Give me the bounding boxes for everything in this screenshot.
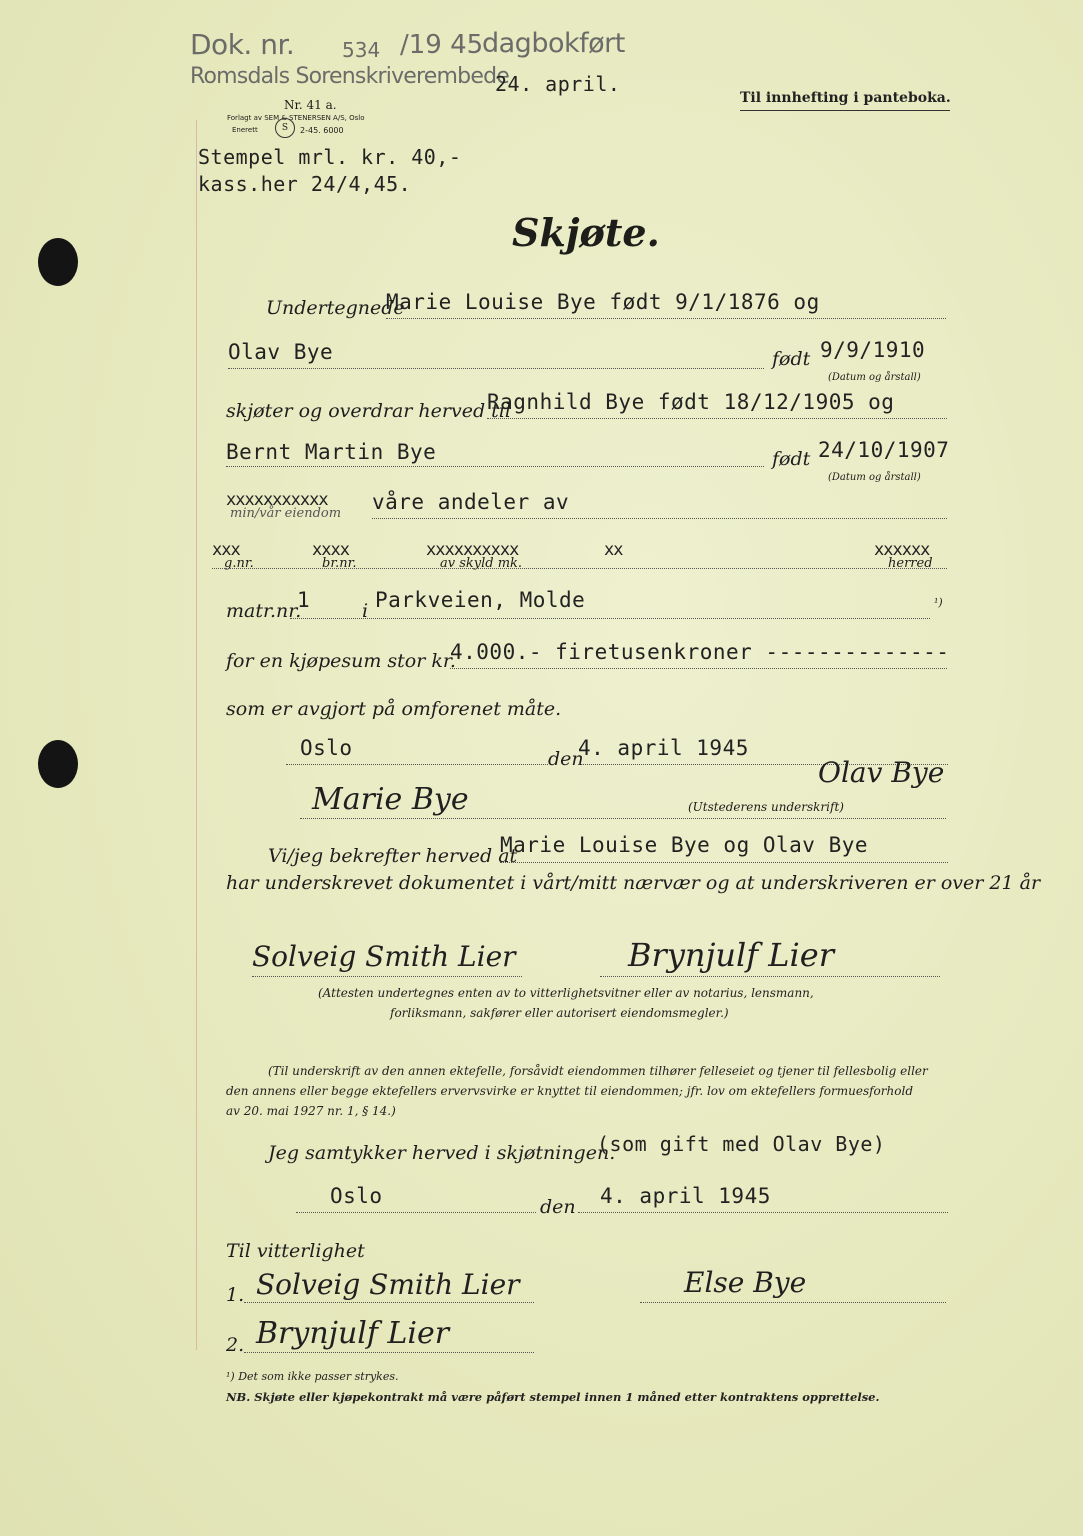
fodt-label-2: født: [772, 448, 811, 470]
i-label: i: [362, 600, 369, 622]
rule: [372, 518, 947, 519]
punch-hole-bottom: [38, 740, 78, 788]
matr-value: 1: [297, 588, 311, 612]
rule: [450, 668, 947, 669]
rule: [300, 818, 946, 819]
rule: [290, 618, 930, 619]
form-number: Nr. 41 a.: [284, 98, 337, 112]
struck-short: xx: [604, 540, 623, 560]
seller2-born: 9/9/1910: [820, 338, 926, 362]
signature-witness2: Brynjulf Lier: [628, 936, 834, 974]
undertegnede-label: Undertegnede: [266, 297, 405, 319]
settled-text: som er avgjort på omforenet måte.: [226, 698, 562, 720]
stamp-line1: Stempel mrl. kr. 40,-: [198, 145, 462, 169]
dok-year: /19 45: [400, 30, 484, 60]
rule: [600, 976, 940, 977]
office-stamp: Romsdals Sorenskriverembede: [190, 64, 509, 89]
punch-hole-top: [38, 238, 78, 286]
attest-note-line2: forliksmann, sakfører eller autorisert eiendomsmegler.): [390, 1006, 729, 1020]
spouse-note-line3: av 20. mai 1927 nr. 1, § 14.): [226, 1104, 396, 1118]
dagbokfort-stamp: dagbokført: [482, 28, 625, 59]
footnote1: ¹) Det som ikke passer strykes.: [226, 1370, 399, 1383]
consent-label: Jeg samtykker herved i skjøtningen.: [268, 1142, 616, 1164]
skjoter-label: skjøter og overdrar herved til: [226, 400, 511, 422]
datum-label-1: (Datum og årstall): [828, 372, 921, 383]
signature-vitterlighet1: Solveig Smith Lier: [256, 1268, 520, 1301]
signature-marie: Marie Bye: [312, 782, 469, 817]
buyer2-born: 24/10/1907: [818, 438, 950, 462]
confirm-names: Marie Louise Bye og Olav Bye: [500, 833, 869, 857]
attest-note-line1: (Attesten undertegnes enten av to vitterlighetsvitner eller av notarius, lensmann,: [318, 986, 814, 1000]
rule: [578, 1212, 948, 1213]
rule: [386, 318, 946, 319]
margin-line: [196, 120, 197, 1350]
date2: 4. april 1945: [600, 1184, 771, 1208]
rule: [228, 368, 764, 369]
place1: Oslo: [300, 736, 353, 760]
struck-mine: xxxxxxxxxxx: [226, 490, 328, 510]
consent-note: (som gift med Olav Bye): [597, 1132, 886, 1156]
location: Parkveien, Molde: [375, 588, 586, 612]
document-title: Skjøte.: [512, 210, 660, 255]
bnr-label: br.nr.: [322, 556, 357, 571]
footnote2: NB. Skjøte eller kjøpekontrakt må være påført stempel innen 1 måned etter kontraktens opprettelse.: [226, 1390, 880, 1404]
datum-label-2: (Datum og årstall): [828, 472, 921, 483]
ref-mark: ¹): [934, 596, 943, 609]
shares-text: våre andeler av: [372, 490, 570, 514]
rule: [500, 862, 948, 863]
publisher-code: 2-45. 6000: [300, 126, 344, 135]
fodt-label-1: født: [772, 348, 811, 370]
struck-skyld: xxxxxxxxxx: [426, 540, 519, 560]
right-note-underline: [740, 110, 950, 111]
seller2: Olav Bye: [228, 340, 334, 364]
gnr-label: g.nr.: [224, 556, 254, 571]
matr-label: matr.nr.: [226, 600, 302, 622]
min-var-label: min/vår eiendom: [230, 506, 342, 521]
rule: [640, 1302, 946, 1303]
price-value: 4.000.- firetusenkroner --------------: [450, 640, 950, 664]
place2: Oslo: [330, 1184, 383, 1208]
stamp-line2: kass.her 24/4,45.: [198, 172, 412, 196]
dok-label: Dok. nr.: [190, 28, 295, 61]
struck-gnr: xxx: [212, 540, 240, 560]
witness-num2: 2.: [226, 1334, 245, 1356]
rule: [487, 418, 947, 419]
rule: [244, 1302, 534, 1303]
rule: [252, 976, 522, 977]
dok-number: 534: [342, 38, 381, 62]
publisher-logo-icon: S: [275, 118, 295, 138]
signature-else: Else Bye: [684, 1266, 807, 1299]
rule: [212, 568, 947, 569]
publisher-line2: Enerett: [232, 126, 258, 134]
date1: 4. april 1945: [578, 736, 749, 760]
skyld-label: av skyld mk.: [440, 556, 523, 571]
til-vitterlighet: Til vitterlighet: [226, 1240, 365, 1262]
herred-label: herred: [888, 556, 933, 571]
signature-witness1: Solveig Smith Lier: [252, 940, 516, 973]
seller1: Marie Louise Bye født 9/1/1876 og: [386, 290, 820, 314]
publisher-line1: Forlagt av SEM & STENERSEN A/S, Oslo: [227, 114, 365, 122]
struck-herred: xxxxxx: [874, 540, 930, 560]
struck-bnr: xxxx: [312, 540, 349, 560]
signature-vitterlighet2: Brynjulf Lier: [256, 1316, 450, 1351]
price-label: for en kjøpesum stor kr.: [226, 650, 456, 672]
rule: [296, 1212, 536, 1213]
buyer2: Bernt Martin Bye: [226, 440, 437, 464]
witness-num1: 1.: [226, 1284, 245, 1306]
den-label-2: den: [540, 1196, 576, 1218]
spouse-note-line1: (Til underskrift av den annen ektefelle, forsåvidt eiendommen tilhører felleseiet og tjener til fellesbolig eller: [268, 1064, 928, 1078]
spouse-note-line2: den annens eller begge ektefellers ervervsvirke er knyttet til eiendommen; jfr. lov om ektefellers formuesforhold: [226, 1084, 913, 1098]
issuer-sig-label: (Utstederens underskrift): [688, 800, 844, 814]
rule: [244, 1352, 534, 1353]
header-date: 24. april.: [495, 72, 621, 96]
confirm-text: har underskrevet dokumentet i vårt/mitt nærvær og at underskriveren er over 21 år: [226, 872, 1041, 894]
right-note: Til innhefting i panteboka.: [740, 90, 951, 106]
signature-olav: Olav Bye: [818, 756, 945, 789]
buyer1: Ragnhild Bye født 18/12/1905 og: [487, 390, 895, 414]
confirm-label: Vi/jeg bekrefter herved at: [268, 845, 518, 867]
den-label-1: den: [548, 748, 584, 770]
rule: [226, 466, 764, 467]
rule: [286, 764, 548, 765]
